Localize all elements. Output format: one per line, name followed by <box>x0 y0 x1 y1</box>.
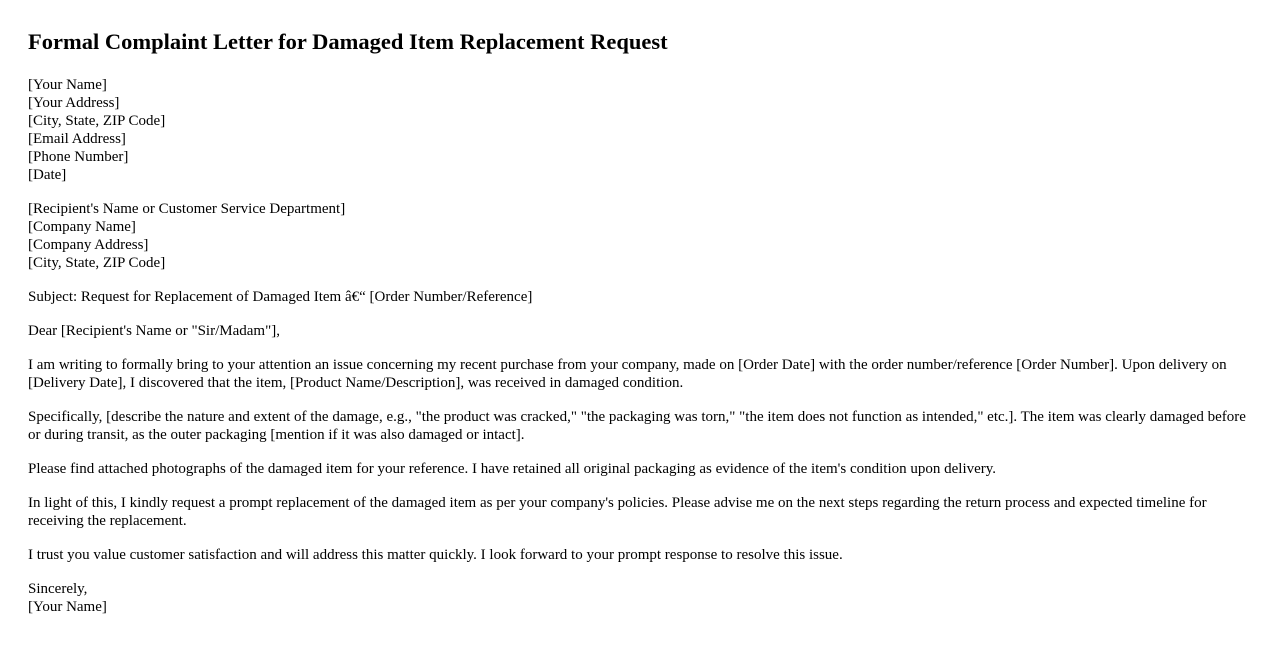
closing-text: Sincerely, <box>28 581 88 597</box>
sender-city-state-zip: [City, State, ZIP Code] <box>28 113 166 129</box>
paragraph-text: Please find attached photographs of the damaged item for your reference. I have retained all original packaging as evidence of the item's condition upon delivery. <box>28 461 997 477</box>
recipient-name: [Recipient's Name or Customer Service Department] <box>28 201 346 217</box>
body-paragraph <box>28 494 1250 530</box>
paragraph-text: I trust you value customer satisfaction and will address this matter quickly. I look forward to your prompt response to resolve this issue. <box>28 547 843 563</box>
sender-address: [Your Address] <box>28 95 120 111</box>
paragraph-text: In light of this, I kindly request a prompt replacement of the damaged item as per your company's policies. Please advise me on the next steps regarding the return process and expected timeline for receiving the replacement. <box>28 495 1207 529</box>
body-paragraph <box>28 460 1250 478</box>
sender-address-block <box>28 76 1250 184</box>
body-paragraph <box>28 546 1250 564</box>
letter-date: [Date] <box>28 167 67 183</box>
sender-name: [Your Name] <box>28 77 107 93</box>
sender-phone: [Phone Number] <box>28 149 129 165</box>
page-title: Formal Complaint Letter for Damaged Item Replacement Request <box>28 29 668 54</box>
sender-email: [Email Address] <box>28 131 126 147</box>
body-paragraph <box>28 408 1250 444</box>
subject-line <box>28 288 1250 306</box>
recipient-address: [Company Address] <box>28 237 149 253</box>
salutation-text: Dear [Recipient's Name or "Sir/Madam"], <box>28 323 280 339</box>
paragraph-text: I am writing to formally bring to your attention an issue concerning my recent purchase from your company, made on [Order Date] with the order number/reference [Order Number]. Upon delivery on [Delivery Date], I discovered that the item, [Product Name/Description], was received in damaged condition. <box>28 357 1227 391</box>
recipient-company: [Company Name] <box>28 219 136 235</box>
salutation <box>28 322 1250 340</box>
subject-text: Subject: Request for Replacement of Damaged Item â€“ [Order Number/Reference] <box>28 289 533 305</box>
paragraph-text: Specifically, [describe the nature and extent of the damage, e.g., "the product was cracked," "the packaging was torn," "the item does not function as intended," etc.]. The item was clearly damaged before or during transit, as the outer packaging [mention if it was also damaged or intact]. <box>28 409 1246 443</box>
signature-name: [Your Name] <box>28 599 107 615</box>
recipient-address-block <box>28 200 1250 272</box>
closing-block <box>28 580 1250 616</box>
recipient-city-state-zip: [City, State, ZIP Code] <box>28 255 166 271</box>
body-paragraph <box>28 356 1250 392</box>
